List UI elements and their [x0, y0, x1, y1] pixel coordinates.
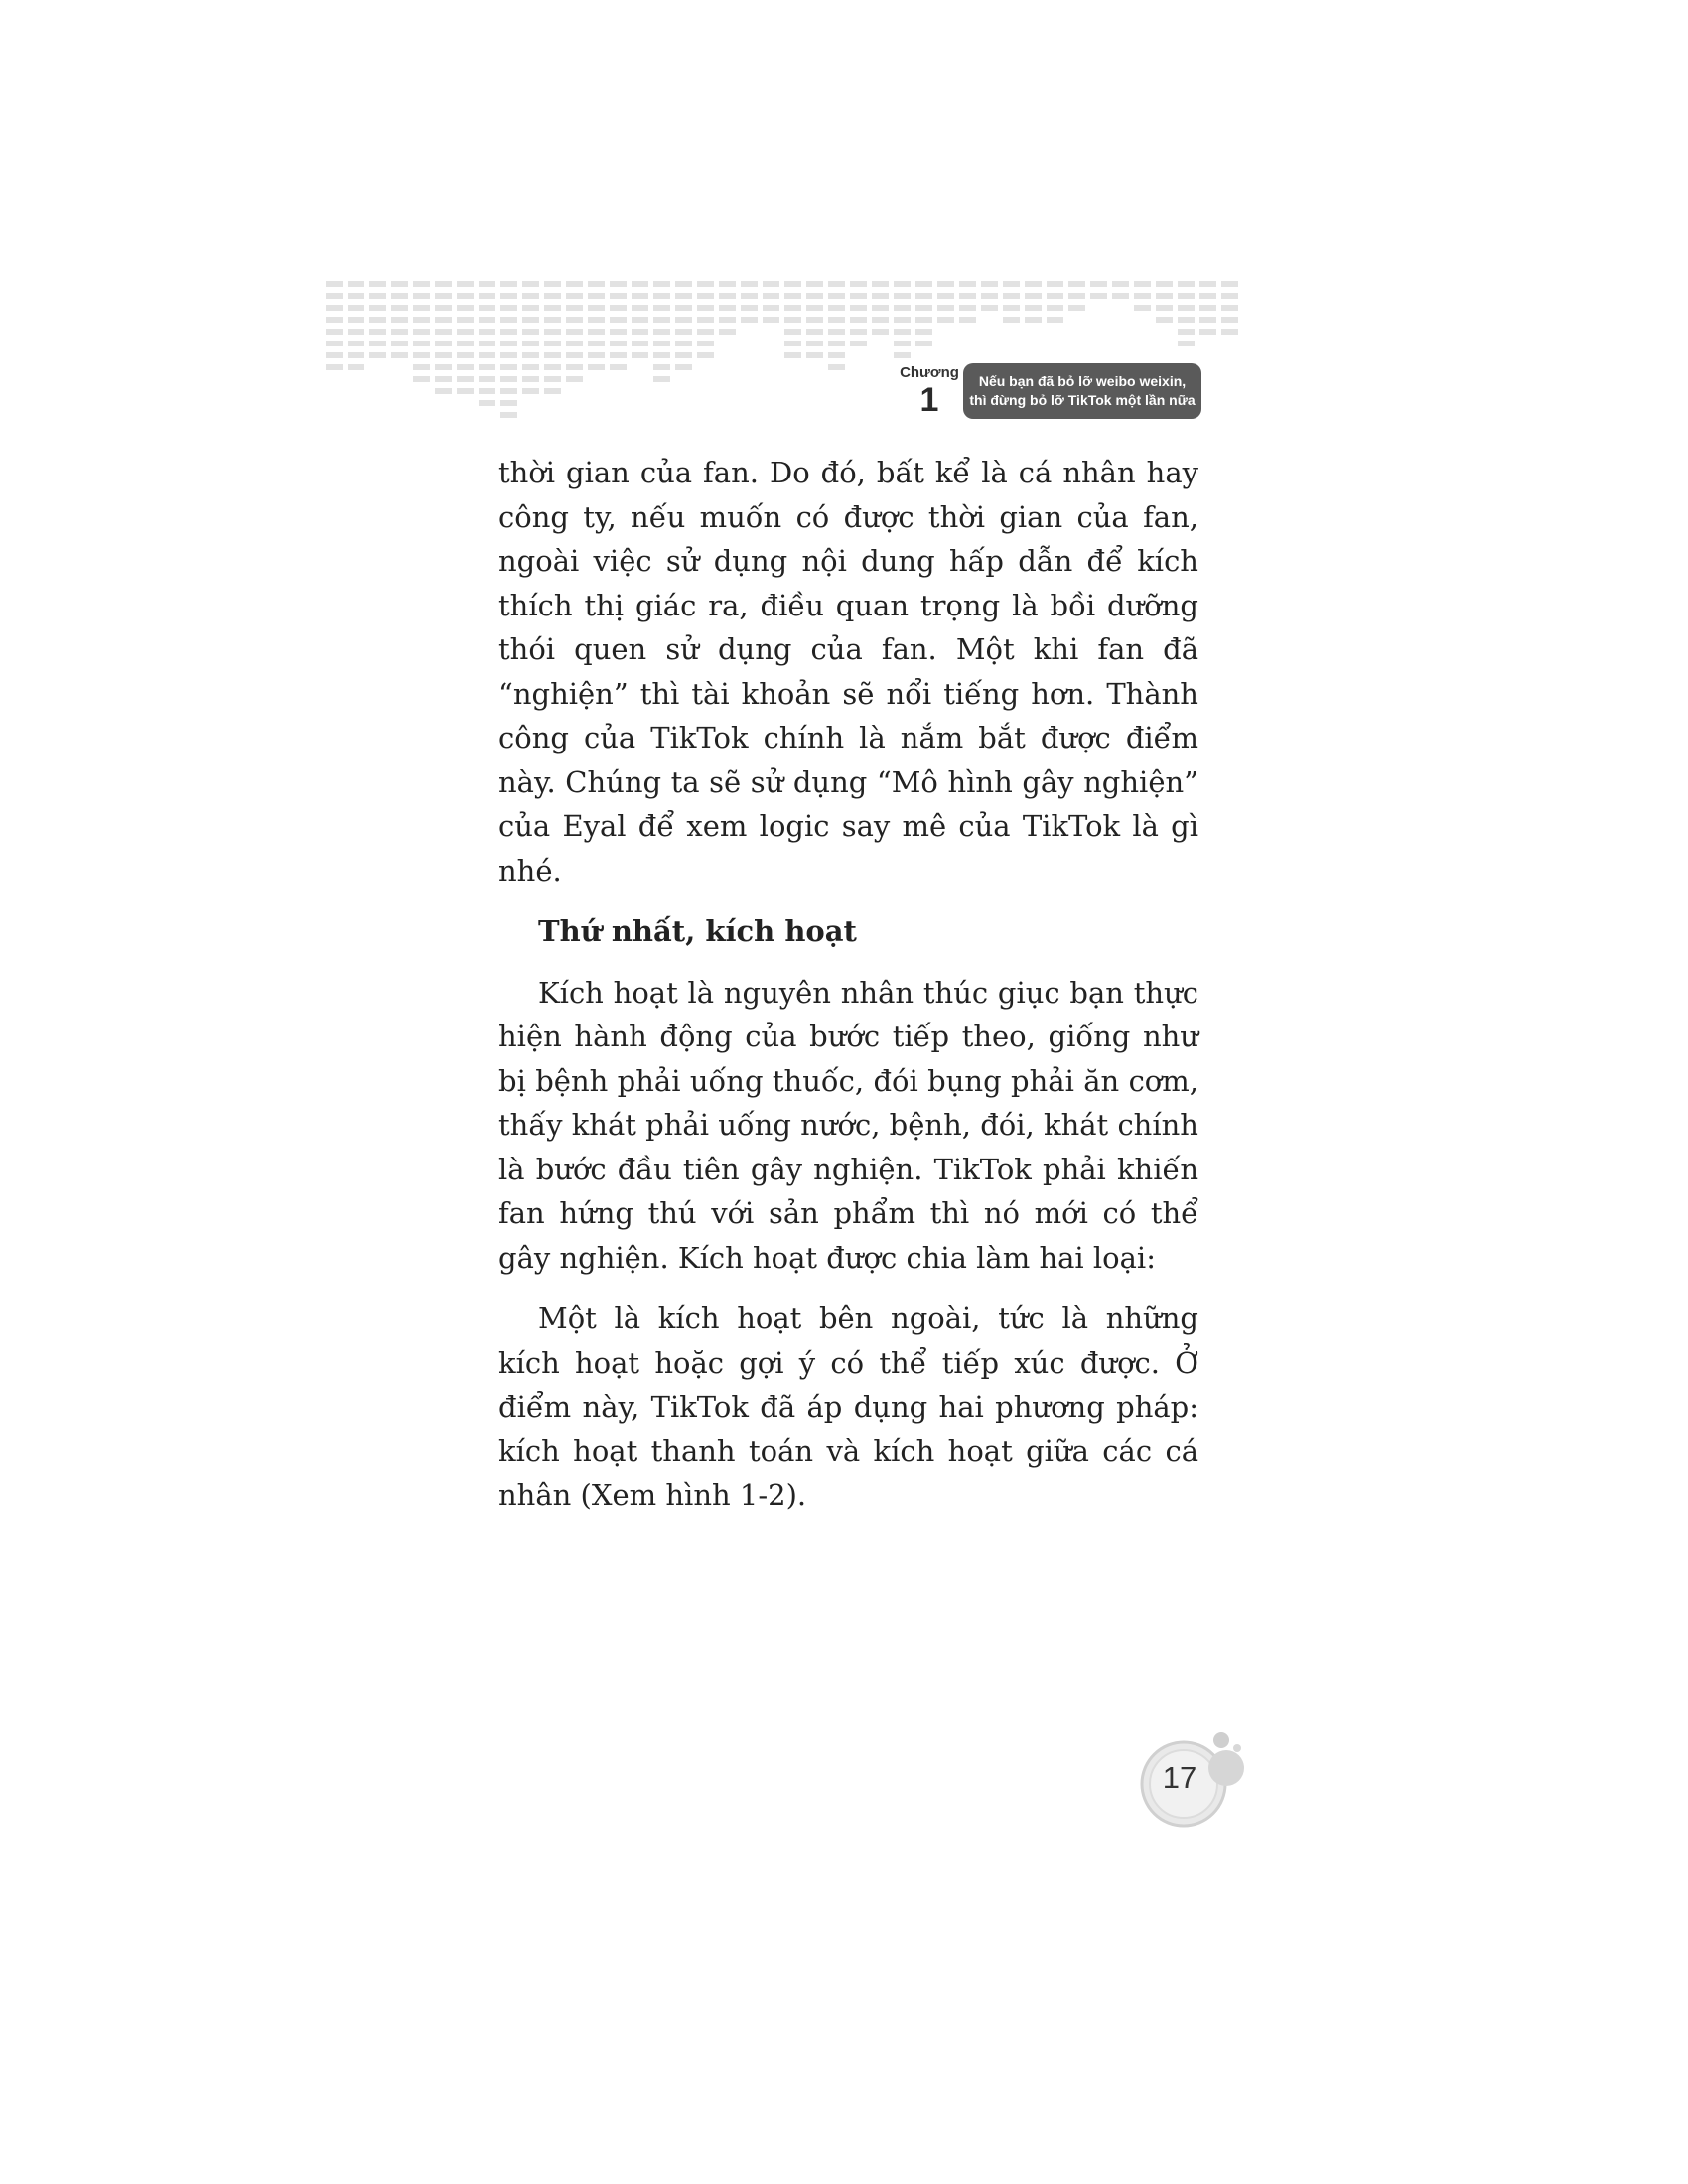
decor-bar-segment: [522, 293, 539, 299]
decor-bar-segment: [457, 341, 474, 346]
decor-bar-segment: [806, 293, 823, 299]
decor-bar-segment: [1199, 293, 1216, 299]
body-paragraph-continuation: thời gian của fan. Do đó, bất kể là cá nhân hay công ty, nếu muốn có được thời gian của fan, ngoài việc sử dụng nội dung hấp dẫn để kích thích thị giác ra, điều quan trọng là bồi dưỡng thói quen sử dụng của fan. Một khi fan đã “nghiện” thì tài khoản sẽ nổi tiếng hơn. Thành công của TikTok chính là nắm bắt được điểm này. Chúng ta sẽ sử dụng “Mô hình gây nghiện” của Eyal để xem logic say mê của TikTok là gì nhé.: [498, 456, 1198, 887]
decor-bar-segment: [435, 376, 452, 382]
decor-bar-segment: [784, 352, 801, 358]
decor-bar-segment: [479, 352, 495, 358]
decor-bar-segment: [828, 341, 845, 346]
decor-bar-segment: [653, 341, 670, 346]
decor-bar-segment: [697, 305, 714, 311]
decor-bar-segment: [632, 352, 648, 358]
decor-bar-segment: [675, 364, 692, 370]
chapter-title-line2: thì đừng bỏ lỡ TikTok một lần nữa: [969, 392, 1196, 408]
decor-bar-segment: [959, 317, 976, 323]
decor-bar-segment: [1134, 305, 1151, 311]
decor-bar-segment: [1199, 317, 1216, 323]
decor-bar-segment: [937, 293, 954, 299]
decor-bar-segment: [828, 305, 845, 311]
decor-bar-segment: [1178, 329, 1195, 335]
decor-bar-segment: [544, 376, 561, 382]
decor-bar-segment: [610, 352, 627, 358]
decor-bar-segment: [435, 305, 452, 311]
decor-bar-segment: [610, 281, 627, 287]
decor-bar-segment: [1003, 317, 1020, 323]
decor-bar-segment: [828, 329, 845, 335]
chapter-label: Chương: [900, 364, 959, 381]
decor-bar-segment: [719, 293, 736, 299]
decor-bar-segment: [326, 281, 343, 287]
section-heading: Thứ nhất, kích hoạt: [538, 914, 857, 948]
decor-bar-segment: [915, 281, 932, 287]
decor-bar-segment: [369, 352, 386, 358]
decor-bar-segment: [872, 305, 889, 311]
decor-bar-segment: [500, 293, 517, 299]
decor-bar-segment: [500, 341, 517, 346]
decor-bar-segment: [413, 352, 430, 358]
decor-bar-segment: [653, 305, 670, 311]
decor-bar-segment: [500, 329, 517, 335]
decor-bar-segment: [413, 329, 430, 335]
decor-bar-segment: [457, 293, 474, 299]
decor-bar-segment: [544, 341, 561, 346]
decor-bar-segment: [413, 305, 430, 311]
decor-bar-segment: [1199, 281, 1216, 287]
decor-bar-segment: [348, 352, 364, 358]
chapter-title-line1: Nếu bạn đã bỏ lỡ weibo weixin,: [978, 373, 1187, 389]
decor-bar-segment: [610, 305, 627, 311]
decor-bar-segment: [435, 352, 452, 358]
decor-bar-segment: [457, 329, 474, 335]
decor-bar-segment: [522, 305, 539, 311]
decor-bar-segment: [369, 293, 386, 299]
decor-bar-segment: [872, 329, 889, 335]
decor-bar-segment: [457, 317, 474, 323]
decor-bar-segment: [1003, 293, 1020, 299]
decor-bar-segment: [326, 341, 343, 346]
decor-bar-segment: [675, 293, 692, 299]
decor-bar-segment: [653, 317, 670, 323]
decor-bar-segment: [457, 305, 474, 311]
decor-bar-segment: [850, 341, 867, 346]
decor-bar-segment: [544, 329, 561, 335]
decor-bar-segment: [413, 364, 430, 370]
decor-bar-segment: [1178, 281, 1195, 287]
decor-bar-segment: [894, 281, 911, 287]
decor-bar-segment: [369, 329, 386, 335]
decor-bar-segment: [850, 329, 867, 335]
decor-bar-segment: [326, 352, 343, 358]
decor-bar-segment: [413, 341, 430, 346]
decor-bar-segment: [588, 281, 605, 287]
decor-bar-segment: [479, 400, 495, 406]
decor-bar-segment: [1156, 305, 1173, 311]
decor-bar-segment: [806, 281, 823, 287]
decor-bar-segment: [391, 281, 408, 287]
decor-bar-segment: [369, 281, 386, 287]
decor-bar-segment: [588, 317, 605, 323]
decor-bar-segment: [566, 281, 583, 287]
decor-bar-segment: [981, 305, 998, 311]
decor-bar-segment: [544, 293, 561, 299]
body-paragraph: Kích hoạt là nguyên nhân thúc giục bạn thực hiện hành động của bước tiếp theo, giống như bị bệnh phải uống thuốc, đói bụng phải ăn cơm, thấy khát phải uống nước, bệnh, đói, khát chính là bước đầu tiên gây nghiện. TikTok phải khiến fan hứng thú với sản phẩm thì nó mới có thể gây nghiện. Kích hoạt được chia làm hai loại:: [498, 975, 1198, 1275]
decor-bar-segment: [522, 376, 539, 382]
decor-bar-segment: [937, 317, 954, 323]
decor-bar-segment: [1199, 305, 1216, 311]
decor-bar-segment: [1068, 293, 1085, 299]
decor-bar-segment: [763, 293, 779, 299]
decor-bar-segment: [915, 305, 932, 311]
decor-bar-segment: [675, 281, 692, 287]
decor-bar-segment: [850, 317, 867, 323]
decor-bar-segment: [915, 293, 932, 299]
decor-bar-segment: [500, 376, 517, 382]
decor-bar-segment: [500, 412, 517, 418]
decor-bar-segment: [610, 364, 627, 370]
decor-bar-segment: [500, 305, 517, 311]
decor-bar-segment: [588, 305, 605, 311]
decor-bar-segment: [435, 329, 452, 335]
decor-bar-segment: [588, 329, 605, 335]
decor-bar-segment: [915, 341, 932, 346]
decor-bar-segment: [479, 281, 495, 287]
decor-bar-segment: [1221, 317, 1238, 323]
decor-bar-segment: [522, 281, 539, 287]
decor-bar-segment: [981, 281, 998, 287]
ornament-small-bubble: [1213, 1732, 1229, 1748]
decor-bar-segment: [1090, 281, 1107, 287]
decor-bar-segment: [981, 293, 998, 299]
decor-bar-segment: [1221, 329, 1238, 335]
decor-bar-segment: [1047, 317, 1063, 323]
decor-bar-segment: [500, 317, 517, 323]
decor-bar-segment: [479, 317, 495, 323]
decor-bar-segment: [522, 364, 539, 370]
chapter-number: 1: [919, 381, 939, 419]
decor-bar-segment: [894, 293, 911, 299]
decor-bar-segment: [872, 317, 889, 323]
decor-bar-segment: [500, 281, 517, 287]
decor-bar-segment: [784, 341, 801, 346]
decor-bar-segment: [763, 317, 779, 323]
decor-bar-segment: [435, 341, 452, 346]
decor-bar-segment: [479, 305, 495, 311]
decor-bar-segment: [697, 281, 714, 287]
decor-bar-segment: [1047, 281, 1063, 287]
decor-bar-segment: [348, 317, 364, 323]
decor-bar-segment: [784, 317, 801, 323]
decor-bar-segment: [1178, 305, 1195, 311]
decor-bar-segment: [894, 341, 911, 346]
decor-bar-segment: [894, 317, 911, 323]
decor-bar-segment: [959, 305, 976, 311]
decor-bar-segment: [1134, 293, 1151, 299]
decor-bar-segment: [544, 388, 561, 394]
decor-bar-segment: [1221, 305, 1238, 311]
decor-bar-segment: [391, 305, 408, 311]
decor-bar-segment: [1047, 305, 1063, 311]
decor-bar-segment: [850, 281, 867, 287]
decor-bar-segment: [544, 281, 561, 287]
decor-bar-segment: [566, 352, 583, 358]
decor-bar-segment: [435, 281, 452, 287]
decor-bar-segment: [522, 317, 539, 323]
decor-bar-segment: [348, 281, 364, 287]
decor-bar-segment: [479, 341, 495, 346]
decor-bar-segment: [326, 364, 343, 370]
decor-bar-segment: [937, 305, 954, 311]
decor-bar-segment: [522, 352, 539, 358]
decor-bar-segment: [719, 329, 736, 335]
decor-bar-segment: [784, 305, 801, 311]
decor-bar-segment: [457, 364, 474, 370]
decor-bar-segment: [697, 341, 714, 346]
decor-bar-segment: [675, 317, 692, 323]
decor-bar-segment: [675, 341, 692, 346]
decor-bar-segment: [391, 293, 408, 299]
decor-bar-segment: [632, 317, 648, 323]
decor-bar-segment: [500, 364, 517, 370]
decor-bar-segment: [479, 329, 495, 335]
decor-bar-segment: [719, 281, 736, 287]
decor-bar-segment: [566, 329, 583, 335]
decor-bar-segment: [500, 352, 517, 358]
decor-bar-segment: [610, 293, 627, 299]
decor-bar-segment: [697, 317, 714, 323]
decor-bar-segment: [391, 352, 408, 358]
decor-bar-segment: [784, 329, 801, 335]
decor-bar-segment: [806, 329, 823, 335]
body-paragraph: Một là kích hoạt bên ngoài, tức là những kích hoạt hoặc gợi ý có thể tiếp xúc được. Ở điểm này, TikTok đã áp dụng hai phương pháp: kích hoạt thanh toán và kích hoạt giữa các cá nhân (Xem hình 1-2).: [498, 1301, 1198, 1512]
decor-bar-segment: [632, 281, 648, 287]
decor-bar-segment: [588, 364, 605, 370]
decor-bar-segment: [784, 281, 801, 287]
decor-bar-segment: [391, 329, 408, 335]
decor-bar-segment: [348, 305, 364, 311]
decor-bar-segment: [850, 305, 867, 311]
decor-bar-segment: [588, 293, 605, 299]
decor-bar-segment: [348, 341, 364, 346]
decor-bar-segment: [1178, 317, 1195, 323]
decor-bar-segment: [1112, 281, 1129, 287]
decor-bar-segment: [763, 305, 779, 311]
decor-bar-segment: [653, 376, 670, 382]
decor-bar-segment: [457, 388, 474, 394]
decor-bar-segment: [544, 305, 561, 311]
decor-bar-segment: [653, 329, 670, 335]
decor-bar-segment: [697, 293, 714, 299]
page-number: 17: [1162, 1760, 1197, 1795]
decor-bar-segment: [697, 329, 714, 335]
decor-bar-segment: [697, 352, 714, 358]
decor-bar-segment: [937, 281, 954, 287]
decor-bar-segment: [675, 352, 692, 358]
decor-bar-segment: [1025, 281, 1042, 287]
decor-bar-segment: [566, 305, 583, 311]
decor-bar-segment: [1090, 293, 1107, 299]
chapter-title-badge: [963, 363, 1201, 419]
decor-bar-segment: [435, 388, 452, 394]
decor-bar-segment: [719, 317, 736, 323]
decor-bar-segment: [413, 317, 430, 323]
decor-bar-segment: [784, 293, 801, 299]
decor-bar-segment: [894, 352, 911, 358]
decor-bar-segment: [675, 305, 692, 311]
decor-bar-segment: [522, 388, 539, 394]
decor-bar-segment: [828, 293, 845, 299]
decor-bar-segment: [369, 317, 386, 323]
decor-bar-segment: [675, 329, 692, 335]
decor-bar-segment: [326, 293, 343, 299]
decor-bar-segment: [457, 281, 474, 287]
decor-bar-segment: [1068, 281, 1085, 287]
page-body: [498, 451, 1198, 1518]
decor-bar-segment: [413, 293, 430, 299]
decor-bar-segment: [348, 329, 364, 335]
decor-bar-segment: [588, 341, 605, 346]
decor-bar-segment: [632, 305, 648, 311]
decor-bar-segment: [806, 317, 823, 323]
decor-bar-segment: [1156, 317, 1173, 323]
decor-bar-segment: [479, 376, 495, 382]
decor-bar-segment: [457, 376, 474, 382]
decor-bar-segment: [828, 364, 845, 370]
decor-bar-segment: [1178, 341, 1195, 346]
decor-bar-segment: [479, 364, 495, 370]
decor-bar-segment: [741, 293, 758, 299]
decor-bar-segment: [653, 352, 670, 358]
decor-bar-segment: [435, 293, 452, 299]
decor-bar-segment: [719, 305, 736, 311]
decor-bar-segment: [741, 305, 758, 311]
decor-bar-segment: [741, 281, 758, 287]
decor-bar-segment: [653, 293, 670, 299]
decor-bar-segment: [413, 376, 430, 382]
decor-bar-segment: [610, 341, 627, 346]
decor-bar-segment: [872, 293, 889, 299]
decor-bar-segment: [522, 329, 539, 335]
decor-bar-segment: [522, 341, 539, 346]
decor-bar-segment: [326, 317, 343, 323]
decor-bar-segment: [457, 352, 474, 358]
decor-bar-segment: [1112, 293, 1129, 299]
decor-bar-segment: [1047, 293, 1063, 299]
decor-bar-segment: [1003, 281, 1020, 287]
header-equalizer-decoration: [318, 273, 1370, 472]
decor-bar-segment: [1178, 293, 1195, 299]
decor-bar-segment: [566, 341, 583, 346]
decor-bar-segment: [1025, 305, 1042, 311]
decor-bar-segment: [369, 305, 386, 311]
decor-bar-segment: [828, 352, 845, 358]
decor-bar-segment: [326, 305, 343, 311]
decor-bar-segment: [413, 281, 430, 287]
decor-bar-segment: [326, 329, 343, 335]
decor-bar-segment: [872, 281, 889, 287]
decor-bar-segment: [828, 317, 845, 323]
decor-bar-segment: [1221, 281, 1238, 287]
decor-bar-segment: [588, 352, 605, 358]
decor-bar-segment: [348, 293, 364, 299]
decor-bar-segment: [850, 293, 867, 299]
decor-bar-segment: [915, 329, 932, 335]
decor-bar-segment: [435, 364, 452, 370]
decor-bar-segment: [653, 364, 670, 370]
decor-bar-segment: [1199, 329, 1216, 335]
decor-bar-segment: [391, 341, 408, 346]
decor-bar-segment: [653, 281, 670, 287]
decor-bar-segment: [632, 293, 648, 299]
decor-bar-segment: [500, 400, 517, 406]
decor-bar-segment: [1003, 305, 1020, 311]
decor-bar-segment: [632, 329, 648, 335]
decor-bar-segment: [544, 352, 561, 358]
decor-bar-segment: [566, 376, 583, 382]
decor-bar-segment: [1068, 305, 1085, 311]
decor-bar-segment: [348, 364, 364, 370]
decor-bar-segment: [1134, 281, 1151, 287]
decor-bar-segment: [959, 281, 976, 287]
decor-bar-segment: [894, 305, 911, 311]
decor-bar-segment: [566, 293, 583, 299]
decor-bar-segment: [610, 317, 627, 323]
decor-bar-segment: [391, 317, 408, 323]
decor-bar-segment: [566, 317, 583, 323]
decor-bar-segment: [610, 329, 627, 335]
decor-bar-segment: [894, 329, 911, 335]
ornament-tiny-bubble: [1233, 1744, 1241, 1752]
decor-bar-segment: [806, 305, 823, 311]
decor-bar-segment: [369, 341, 386, 346]
decor-bar-segment: [1221, 293, 1238, 299]
decor-bar-segment: [566, 364, 583, 370]
decor-bar-segment: [479, 388, 495, 394]
decor-bar-segment: [741, 317, 758, 323]
decor-bar-segment: [1156, 281, 1173, 287]
decor-bar-segment: [915, 317, 932, 323]
decor-bar-segment: [544, 364, 561, 370]
decor-bar-segment: [1025, 293, 1042, 299]
decor-bar-segment: [544, 317, 561, 323]
decor-bar-segment: [1025, 317, 1042, 323]
decor-bar-segment: [959, 293, 976, 299]
decor-bar-segment: [806, 341, 823, 346]
decor-bar-segment: [632, 341, 648, 346]
decor-bar-segment: [435, 317, 452, 323]
decor-bar-segment: [500, 388, 517, 394]
decor-bar-segment: [806, 352, 823, 358]
decor-bar-segment: [1156, 293, 1173, 299]
decor-bar-segment: [479, 293, 495, 299]
decor-bar-segment: [828, 281, 845, 287]
decor-bar-segment: [763, 281, 779, 287]
